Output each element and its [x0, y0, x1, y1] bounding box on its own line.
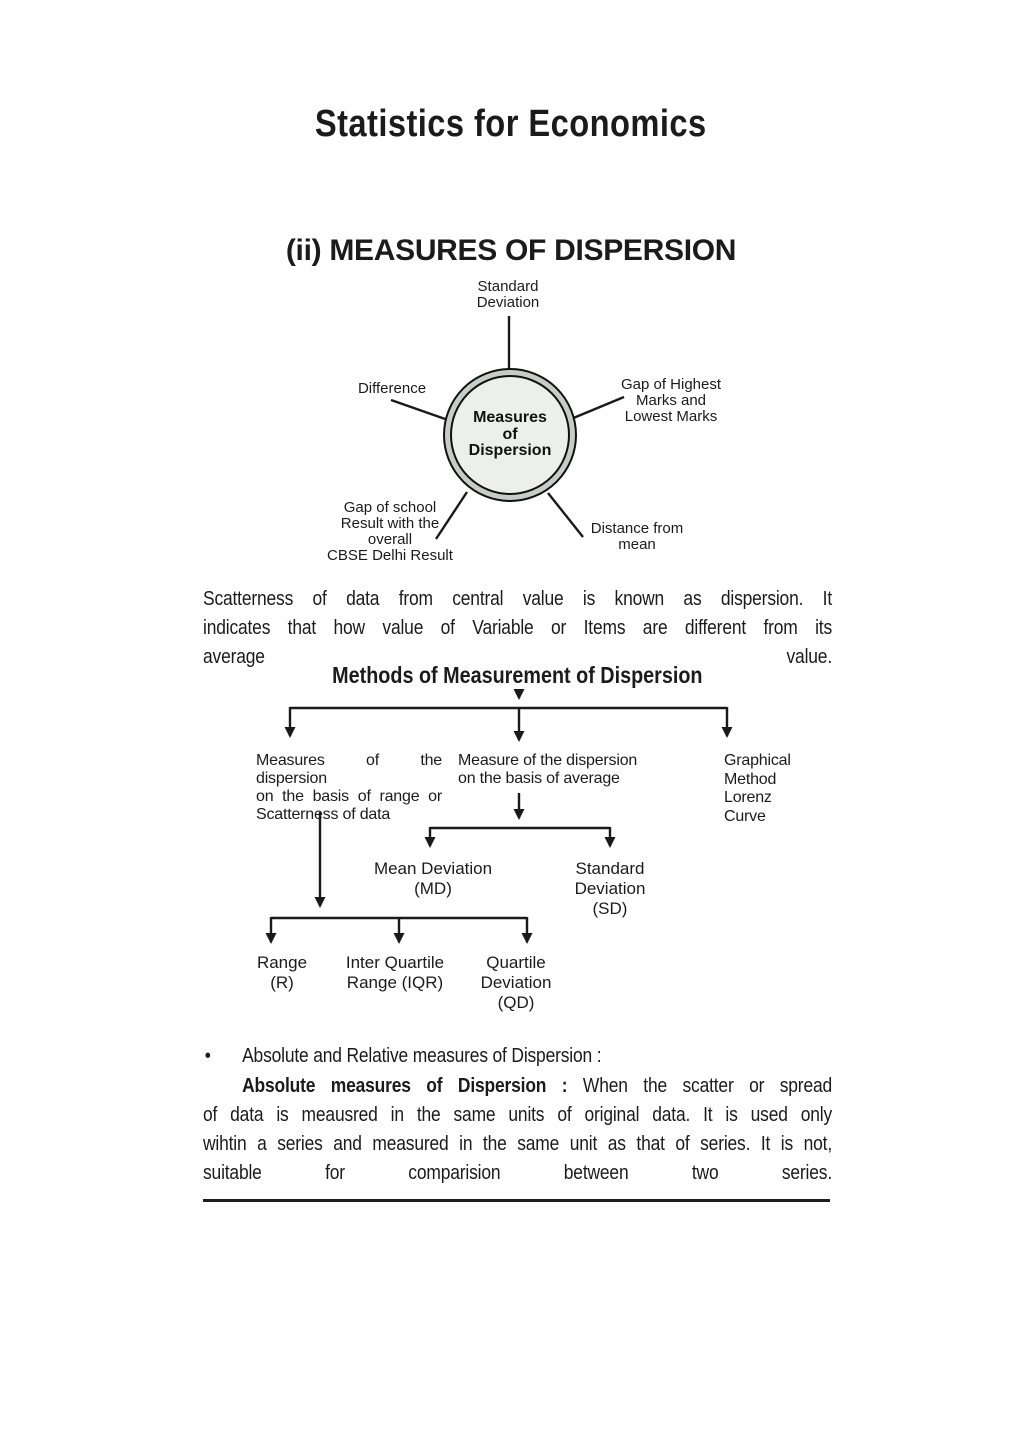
- spider-center-line: Dispersion: [468, 442, 552, 460]
- section-heading: (ii) MEASURES OF DISPERSION: [285, 234, 737, 267]
- intro-paragraph: [203, 584, 832, 671]
- bullet-heading-line: [203, 1041, 832, 1070]
- absolute-section: [203, 1041, 832, 1187]
- flow-node-inter-quartile: Inter Quartile Range (IQR): [345, 953, 445, 992]
- flow-node-mean-deviation: Mean Deviation (MD): [373, 859, 493, 898]
- absolute-paragraph-line: Absolute measures of Dispersion : When the scatter or spread: [242, 1074, 833, 1097]
- page-title-text: Statistics for Economics: [315, 103, 707, 145]
- spider-label-gap-school-result: Gap of school Result with the overall CBSE Delhi Result: [327, 499, 453, 564]
- bullet-heading-text: Absolute and Relative measures of Dispersion :: [242, 1044, 602, 1067]
- spider-label-difference: Difference: [357, 380, 427, 397]
- bottom-divider: [203, 1199, 830, 1202]
- absolute-paragraph-line: suitable for comparision between two series.: [203, 1161, 832, 1184]
- absolute-paragraph-line: wihtin a series and measured in the same unit as that of series. It is not,: [203, 1132, 832, 1155]
- intro-line: indicates that how value of Variable or Items are different from its: [203, 616, 832, 639]
- intro-line: average value.: [203, 645, 832, 668]
- spider-label-distance-from-mean: Distance from mean: [590, 520, 684, 553]
- flow-node-average-basis: Measure of the dispersion on the basis of average: [458, 752, 638, 787]
- flow-node-standard-deviation-sd: Standard Deviation (SD): [574, 859, 646, 918]
- flow-node-range: Range (R): [256, 953, 308, 992]
- flowchart-heading: Methods of Measurement of Dispersion: [331, 662, 703, 688]
- bullet-icon: •: [204, 1044, 211, 1067]
- spider-center-line: Measures: [473, 409, 547, 427]
- flow-node-range-basis: Measures of the dispersion on the basis of range or Scatterness of data: [256, 752, 442, 823]
- absolute-paragraph: [203, 1071, 832, 1187]
- spider-center-circle: [443, 368, 577, 502]
- flow-node-graphical: Graphical Method Lorenz Curve: [724, 752, 791, 825]
- spider-center-line: of: [502, 425, 518, 443]
- spider-label-standard-deviation: Standard Deviation: [476, 278, 540, 311]
- spider-center-circle-inner: [450, 375, 570, 495]
- intro-line: Scatterness of data from central value is known as dispersion. It: [203, 587, 832, 610]
- flow-node-quartile-deviation: Quartile Deviation (QD): [480, 953, 552, 1012]
- spider-label-gap-highest-lowest: Gap of Highest Marks and Lowest Marks: [620, 376, 722, 425]
- absolute-paragraph-line: of data is meausred in the same units of original data. It is used only: [203, 1103, 832, 1126]
